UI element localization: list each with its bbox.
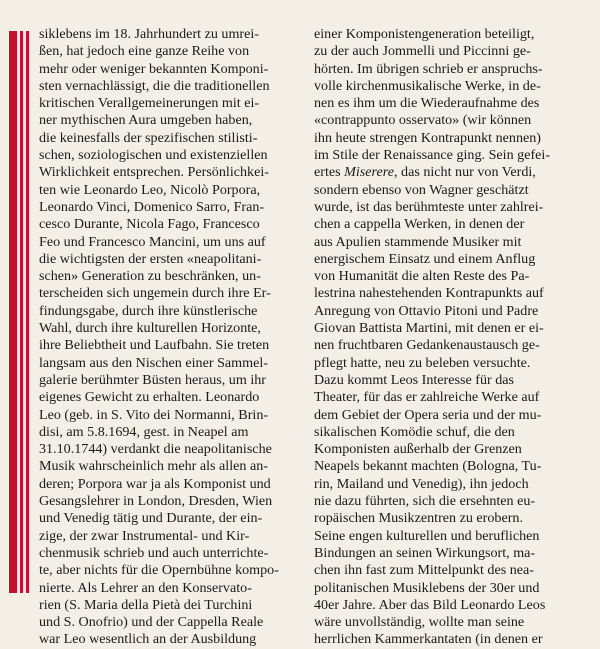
text-line: chenmusik schrieb und auch unterrichte- [39, 544, 269, 561]
text-line: zu der auch Jommelli und Piccinni ge- [314, 43, 531, 60]
text-line: chen ihn fast zum Mittelpunkt des nea- [314, 562, 534, 579]
text-line: Seine engen kulturellen und beruflichen [314, 527, 540, 544]
text-column-left [39, 26, 301, 649]
text-line: im Stile der Renaissance ging. Sein gefei- [314, 147, 551, 164]
red-accent-bar [9, 31, 29, 593]
text-line: rin, Mailand und Venedig), ihn jedoch [314, 475, 529, 492]
text-line: nen es ihm um die Wiederaufnahme des [314, 95, 540, 112]
text-line: siklebens im 18. Jahrhundert zu umrei- [39, 26, 259, 42]
text-line: ßen, hat jedoch eine ganze Reihe von [39, 43, 250, 60]
text-line: und Venedig tätig und Durante, der ein- [39, 510, 263, 527]
text-line: Leonardo Vinci, Domenico Sarro, Fran- [39, 198, 265, 215]
text-line: ropäischen Musikzentren zu erobern. [314, 510, 523, 527]
text-line: terscheiden sich ungemein durch ihre Er- [39, 285, 271, 302]
text-line: hörten. Im übrigen schrieb er anspruchs- [314, 60, 543, 77]
text-line: Musik wahrscheinlich mehr als allen an- [39, 458, 268, 475]
text-line: te, aber nichts für die Opernbühne kompo- [39, 562, 279, 579]
text-fragment: ertes [314, 164, 345, 181]
text-line: lestrina nahestehenden Kontrapunkts auf [314, 285, 544, 302]
text-line: schen» Generation zu beschränken, un- [39, 268, 261, 285]
text-line: findungsgabe, durch ihre künstlerische [39, 302, 258, 319]
text-line: galerie berühmter Büsten heraus, um ihr [39, 371, 266, 388]
accent-stripe-narrow [20, 31, 23, 593]
text-line: Bindungen an seinen Wirkungsort, ma- [314, 544, 536, 561]
text-line: herrlichen Kammerkantaten (in denen er [314, 631, 543, 648]
text-line: sten vernachlässigt, die die traditionellen [39, 77, 270, 94]
text-line: Wahl, durch ihre kulturellen Horizonte, [39, 320, 261, 337]
text-line: sondern ebenso von Wagner geschätzt [314, 181, 529, 198]
text-line: cesco Durante, Nicola Fago, Francesco [39, 216, 260, 233]
text-line: Wirklichkeit entsprechen. Persönlichkei- [39, 164, 269, 181]
text-line: nen fruchtbaren Gedankenaustausch ge- [314, 337, 540, 354]
text-line: sikalischen Komödie schuf, die den [314, 423, 515, 440]
text-line: energischem Einsatz und einem Anflug [314, 250, 536, 267]
text-line: die keinesfalls der spezifischen stilisti- [39, 129, 258, 146]
text-line: mehr oder weniger bekannten Komponi- [39, 60, 269, 77]
text-line: Gesangslehrer in London, Dresden, Wien [39, 493, 273, 510]
text-line: Giovan Battista Martini, mit denen er ei- [314, 320, 544, 337]
accent-stripe-narrow [26, 31, 29, 593]
text-line: kritischen Verallgemeinerungen mit ei- [39, 95, 260, 112]
text-column-right [314, 26, 584, 649]
text-line: dem Gebiet der Opera seria und der mu- [314, 406, 542, 423]
text-line: eigenes Gewicht zu erhalten. Leonardo [39, 389, 260, 406]
text-line: volle kirchenmusikalische Werke, in de- [314, 77, 541, 94]
text-line: langsam aus den Nischen einer Sammel- [39, 354, 268, 371]
work-title-miserere: Miserere [344, 164, 394, 181]
text-line: chen a cappella Werken, in denen der [314, 216, 525, 233]
text-line: Theater, für das er zahlreiche Werke auf [314, 389, 540, 406]
text-line: wäre unvollständig, wollte man seine [314, 614, 525, 631]
text-line: rien (S. Maria della Pietà dei Turchini [39, 596, 253, 613]
text-line: nie dazu führten, sich die ersehnten eu- [314, 493, 536, 510]
text-line: von Humanität die alten Reste des Pa- [314, 268, 530, 285]
accent-stripe-wide [9, 31, 17, 593]
text-line: schen, soziologischen und existenziellen [39, 147, 268, 164]
text-line: politanischen Musiklebens der 30er und [314, 579, 540, 596]
text-line: 31.10.1744) verdankt die neapolitanische [39, 441, 272, 458]
text-line: einer Komponistengeneration beteiligt, [314, 26, 535, 42]
text-line: Dazu kommt Leos Interesse für das [314, 371, 514, 388]
text-line: und S. Onofrio) und der Cappella Reale [39, 614, 264, 631]
text-line: ten wie Leonardo Leo, Nicolò Porpora, [39, 181, 261, 198]
text-line: «contrappunto osservato» (wir können [314, 112, 532, 129]
text-line: Leo (geb. in S. Vito dei Normanni, Brin- [39, 406, 269, 423]
text-line [314, 164, 584, 181]
text-line: ihre Beliebtheit und Laufbahn. Sie treten [39, 337, 270, 354]
text-line: die wichtigsten der ersten «neapolitani- [39, 250, 262, 267]
text-line: deren; Porpora war ja als Komponist und [39, 475, 271, 492]
text-line: Feo und Francesco Mancini, um uns auf [39, 233, 266, 250]
text-line: ihn heute strengen Kontrapunkt nennen) [314, 129, 542, 146]
text-fragment: , das nicht nur von Verdi, [393, 164, 536, 181]
text-line: zige, der zwar Instrumental- und Kir- [39, 527, 250, 544]
text-line: aus Apulien stammende Musiker mit [314, 233, 522, 250]
text-line: disi, am 5.8.1694, gest. in Neapel am [39, 423, 249, 440]
text-line: nierte. Als Lehrer an den Konservato- [39, 579, 252, 596]
text-line: wurde, ist das berühmteste unter zahlrei- [314, 198, 544, 215]
text-line: Neapels bekannt machten (Bologna, Tu- [314, 458, 542, 475]
text-line: war Leo wesentlich an der Ausbildung [39, 631, 257, 648]
text-line: ner mythischen Aura umgeben haben, [39, 112, 253, 129]
text-line: 40er Jahre. Aber das Bild Leonardo Leos [314, 596, 546, 613]
text-line: Komponisten außerhalb der Grenzen [314, 441, 522, 458]
text-line: Anregung von Ottavio Pitoni und Padre [314, 302, 539, 319]
text-line: pflegt hatte, neu zu beleben versuchte. [314, 354, 531, 371]
